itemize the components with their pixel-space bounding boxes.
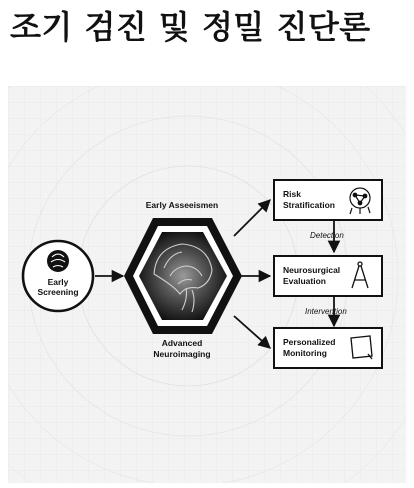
flow-diagram bbox=[8, 86, 406, 483]
start-node-label-line2: Screening bbox=[37, 287, 79, 297]
outcome-box-neurosurgical-evaluation bbox=[274, 256, 382, 296]
outcome-label-line2: Evaluation bbox=[283, 276, 326, 286]
edge-label-detection: Detection bbox=[310, 231, 344, 240]
edge-label-intervention: Intervention bbox=[305, 307, 347, 316]
outcome-label-line1: Neurosurgical bbox=[283, 265, 341, 275]
start-node-label-line1: Early bbox=[47, 277, 69, 287]
outcome-box-risk-stratification bbox=[274, 180, 382, 220]
outcome-box-personalized-monitoring bbox=[274, 328, 382, 368]
head-brain-icon bbox=[47, 250, 69, 272]
outcome-label-line1: Personalized bbox=[283, 337, 336, 347]
outcome-label-line2: Stratification bbox=[283, 200, 335, 210]
center-node-bottom-label-line1: Advanced bbox=[161, 338, 203, 348]
center-node-bottom-label-line2: Neuroimaging bbox=[153, 349, 211, 359]
start-node bbox=[23, 241, 93, 311]
outcome-label-line1: Risk bbox=[283, 189, 301, 199]
page-title: 조기 검진 및 정밀 진단론 bbox=[10, 8, 371, 46]
center-node-top-label: Early Asseeismen bbox=[145, 200, 219, 210]
outcome-label-line2: Monitoring bbox=[283, 348, 327, 358]
